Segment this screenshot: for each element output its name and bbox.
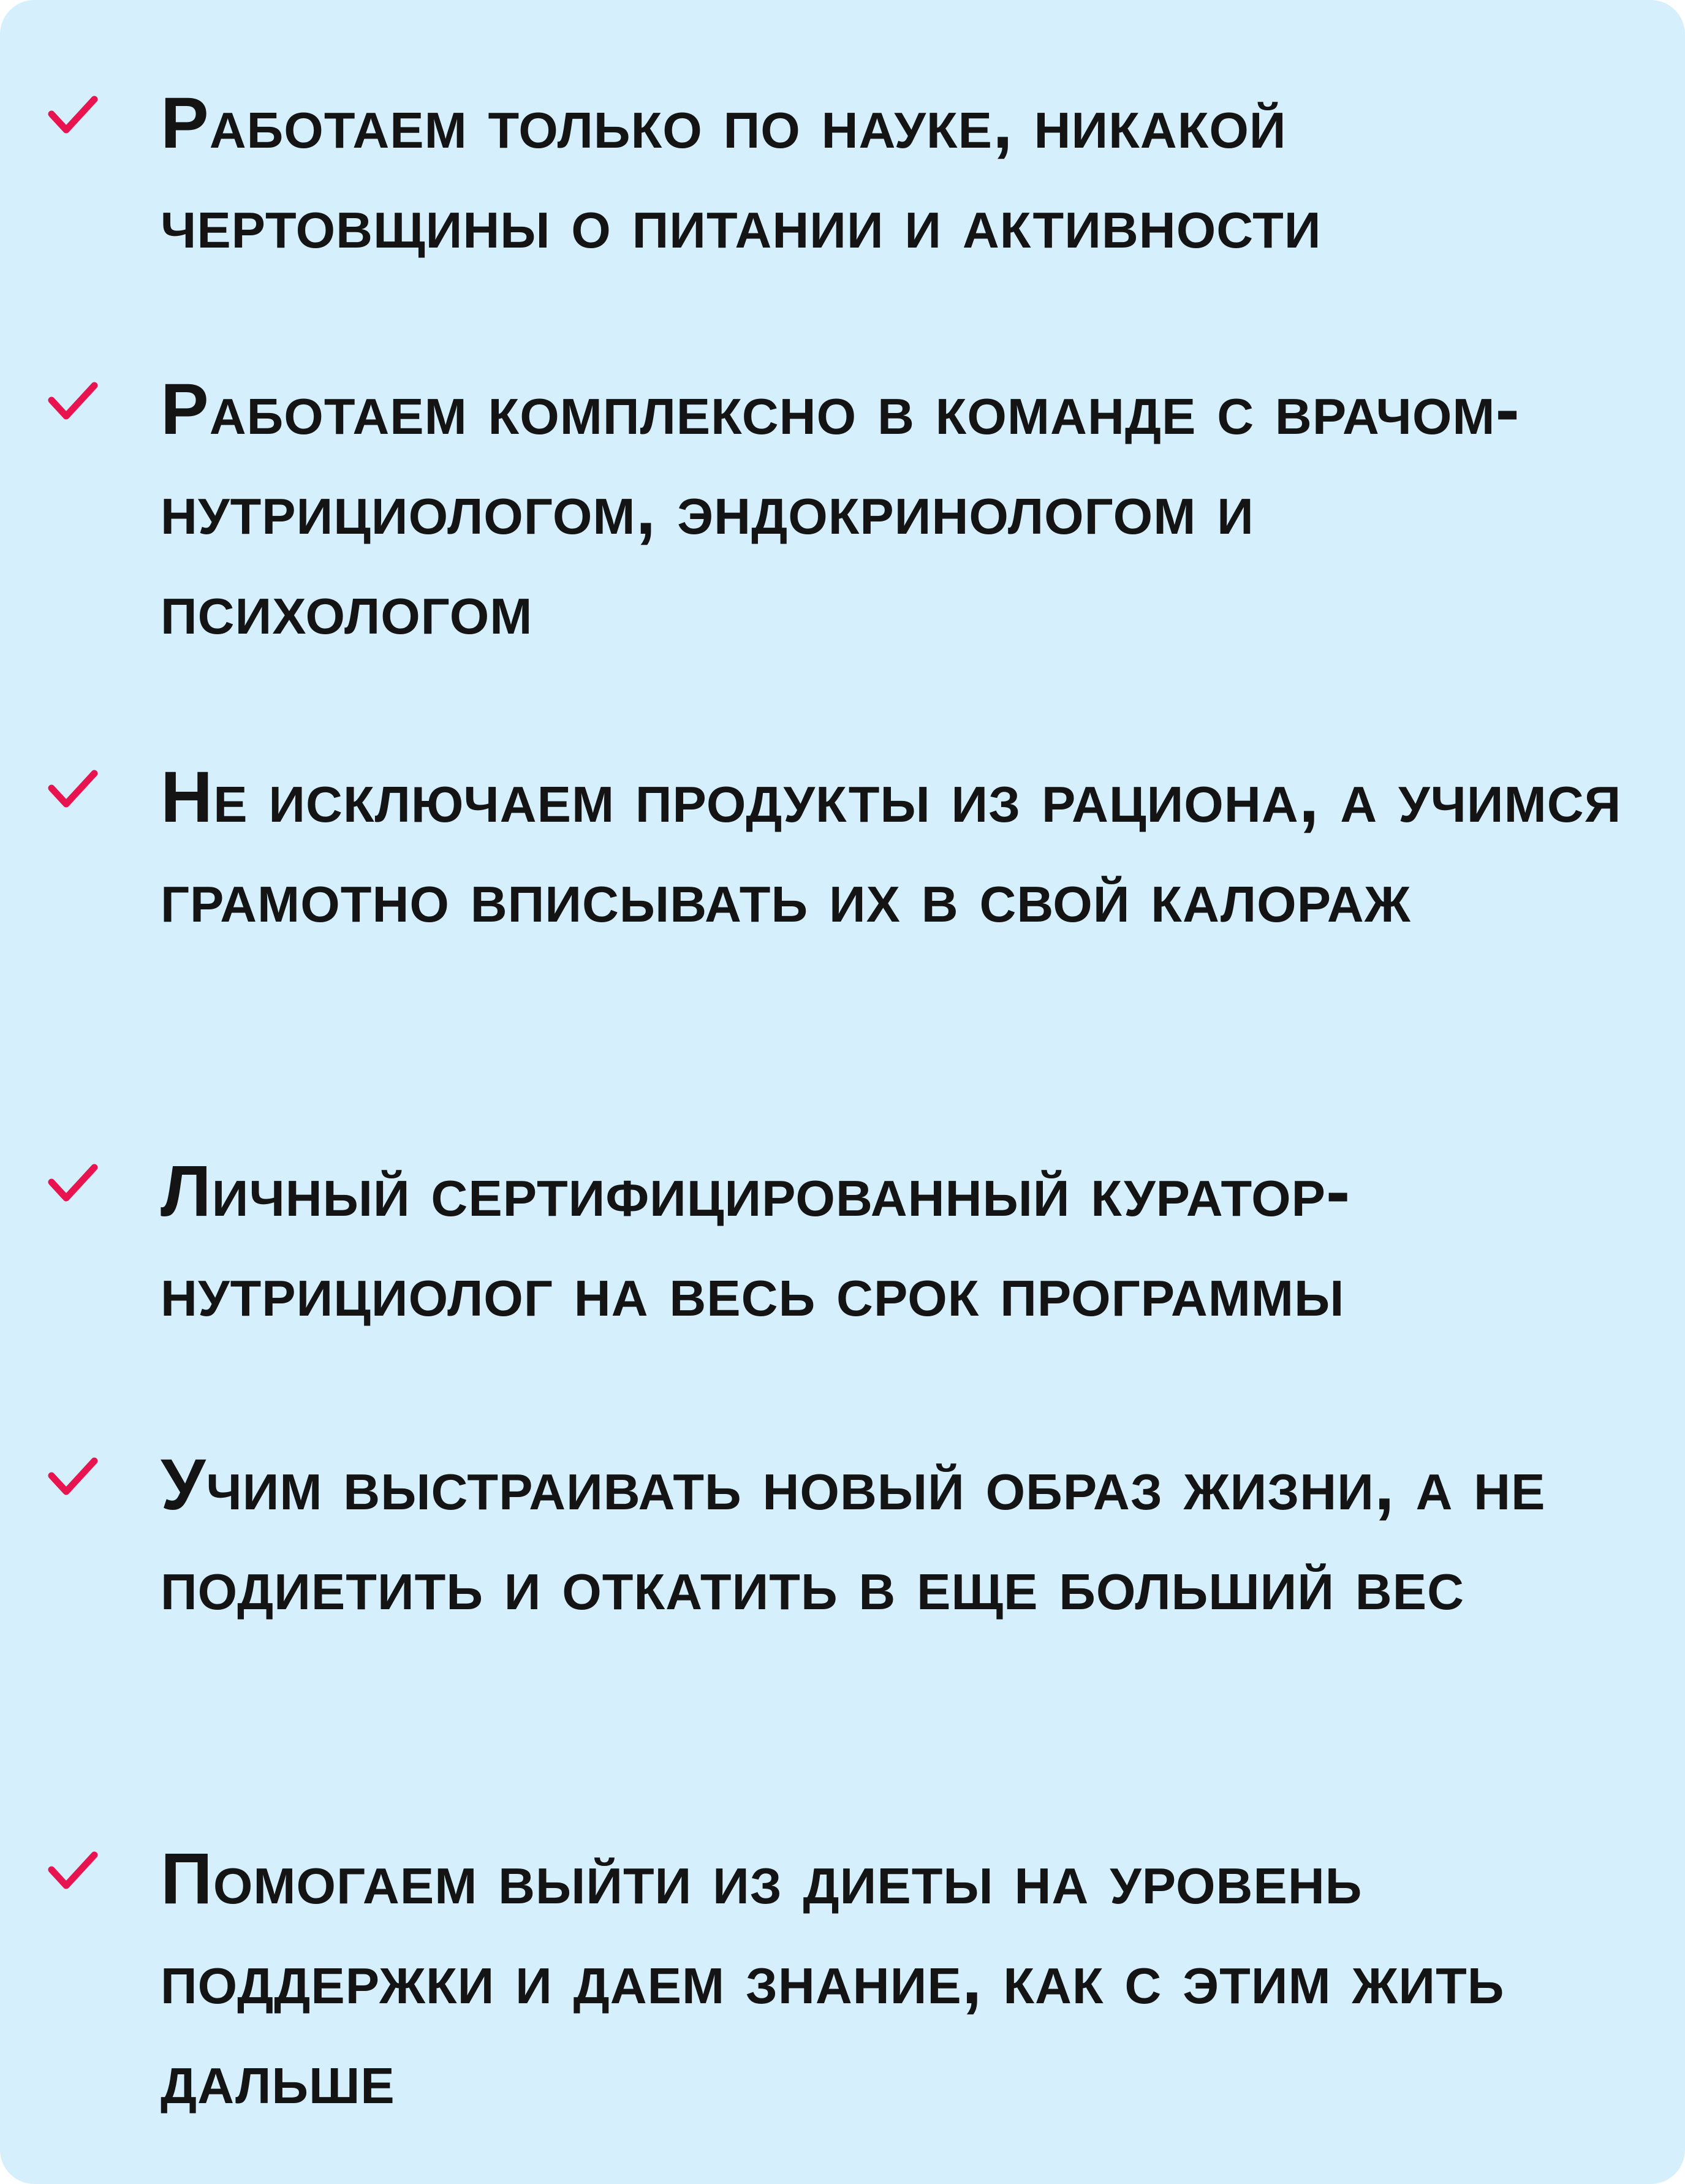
item-text: Работаем комплексно в команде с врачом-нутрициологом, эндокринологом и психологом	[161, 369, 1520, 650]
check-mark-icon	[48, 770, 98, 810]
check-mark-icon	[48, 1851, 98, 1892]
item-text: Личный сертифицированный куратор-нутрициолог на весь срок программы	[161, 1151, 1351, 1332]
item-text: Не исключаем продукты из рациона, а учимся грамотно вписывать их в свой калораж	[161, 757, 1622, 938]
check-mark-icon	[48, 96, 98, 136]
check-mark-icon	[48, 1457, 98, 1498]
check-mark-icon	[48, 382, 98, 422]
item-text: Учим выстраивать новый образ жизни, а не подиетить и откатить в еще больший вес	[161, 1444, 1546, 1625]
check-mark-icon	[48, 1164, 98, 1204]
item-text: Работаем только по науке, никакой чертовщины о питании и активности	[161, 83, 1322, 264]
item-text: Помогаем выйти из диеты на уровень поддержки и даем знание, как с этим жить дальше	[161, 1838, 1505, 2119]
